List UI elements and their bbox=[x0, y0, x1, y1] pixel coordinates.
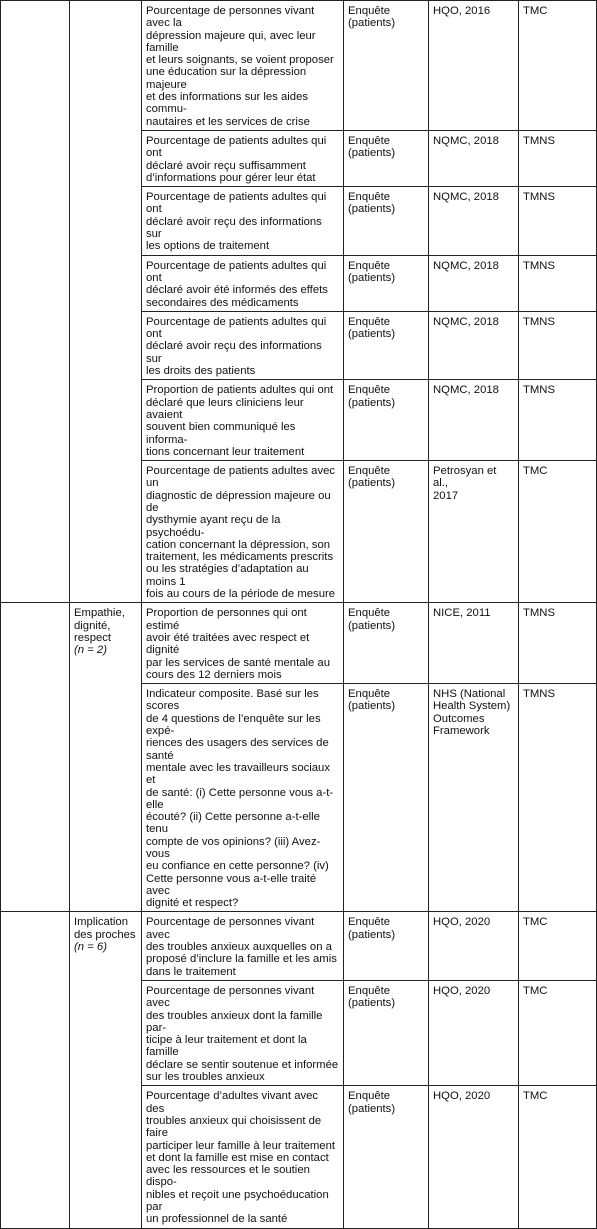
source-cell bbox=[429, 187, 519, 255]
left-empty-cell bbox=[1, 603, 70, 912]
type-text: TMNS bbox=[523, 259, 556, 272]
method-text: Enquête (patients) bbox=[348, 5, 396, 30]
indicator-text: Pourcentage de personnes vivant avec des troubles anxieux auxquelles on a proposé d’inclure la famille et les amis dans le traitement bbox=[146, 916, 337, 978]
type-cell bbox=[519, 1086, 597, 1228]
source-text: NHS (National Health System) Outcomes Framework bbox=[433, 688, 511, 738]
source-cell bbox=[429, 912, 519, 980]
type-text: TMC bbox=[523, 465, 548, 478]
indicator-cell bbox=[142, 255, 344, 311]
type-text: TMNS bbox=[523, 315, 556, 328]
source-cell bbox=[429, 980, 519, 1085]
type-cell bbox=[519, 187, 597, 255]
dimension-count: (n = 2) bbox=[74, 644, 107, 657]
source-text: HQO, 2020 bbox=[433, 984, 491, 997]
indicator-cell bbox=[142, 684, 344, 912]
method-text: Enquête (patients) bbox=[348, 134, 396, 160]
method-text: Enquête (patients) bbox=[348, 315, 396, 341]
type-cell bbox=[519, 603, 597, 684]
type-cell bbox=[519, 912, 597, 980]
indicator-cell bbox=[142, 1, 344, 131]
type-cell bbox=[519, 311, 597, 379]
source-text: NQMC, 2018 bbox=[433, 259, 499, 272]
type-cell bbox=[519, 1, 597, 131]
dimension-cell bbox=[70, 1, 142, 603]
indicator-cell bbox=[142, 187, 344, 255]
table-row bbox=[1, 1, 597, 131]
type-cell bbox=[519, 461, 597, 603]
method-cell bbox=[344, 980, 429, 1085]
method-cell bbox=[344, 311, 429, 379]
method-cell bbox=[344, 1, 429, 131]
source-text: NQMC, 2018 bbox=[433, 134, 499, 147]
method-text: Enquête (patients) bbox=[348, 465, 396, 490]
indicator-text: Pourcentage de patients adultes qui ont déclaré avoir reçu des informations sur les droits des patients bbox=[146, 315, 327, 378]
source-cell bbox=[429, 1086, 519, 1228]
source-cell bbox=[429, 684, 519, 912]
type-cell bbox=[519, 130, 597, 186]
type-text: TMNS bbox=[523, 191, 556, 204]
indicator-cell bbox=[142, 380, 344, 461]
source-text: HQO, 2016 bbox=[433, 5, 491, 17]
source-cell bbox=[429, 255, 519, 311]
left-empty-cell bbox=[1, 912, 70, 1228]
method-text: Enquête (patients) bbox=[348, 984, 396, 1010]
method-text: Enquête (patients) bbox=[348, 259, 396, 284]
indicator-cell bbox=[142, 980, 344, 1085]
dimension-label: Implication des proches bbox=[74, 916, 136, 941]
method-cell bbox=[344, 912, 429, 980]
type-cell bbox=[519, 380, 597, 461]
indicator-text: Pourcentage d’adultes vivant avec des troubles anxieux qui choisissent de faire participer leur famille à leur traitement et dont la famille est mise en contact avec les ressources et le soutien dispo- nibles et reçoit une psychoéducation par un professionnel de la santé bbox=[146, 1090, 335, 1226]
type-text: TMNS bbox=[523, 384, 556, 397]
method-cell bbox=[344, 461, 429, 603]
left-empty-cell bbox=[1, 1, 70, 603]
indicator-cell bbox=[142, 130, 344, 186]
indicator-cell bbox=[142, 311, 344, 379]
method-cell bbox=[344, 380, 429, 461]
method-cell bbox=[344, 603, 429, 684]
source-text: NQMC, 2018 bbox=[433, 191, 499, 204]
method-text: Enquête (patients) bbox=[348, 916, 396, 941]
source-text: NQMC, 2018 bbox=[433, 315, 499, 328]
method-text: Enquête (patients) bbox=[348, 688, 396, 713]
indicator-cell bbox=[142, 603, 344, 684]
method-cell bbox=[344, 187, 429, 255]
indicator-text: Proportion de personnes qui ont estimé avoir été traitées avec respect et dignité par les services de santé mentale au cours des 12 derniers mois bbox=[146, 607, 330, 681]
source-cell bbox=[429, 603, 519, 684]
indicator-text: Pourcentage de patients adultes qui ont déclaré avoir été informés des effets secondaires des médicaments bbox=[146, 259, 328, 309]
indicator-text: Pourcentage de patients adultes avec un diagnostic de dépression majeure ou de dysthymie ayant reçu de la psychoédu- cation concernant la dépression, son traitement, les médicaments prescrits ou les stratégies d’adaptation au moins 1 fois au cours de la période de mesure bbox=[146, 465, 336, 601]
method-text: Enquête (patients) bbox=[348, 1090, 396, 1115]
source-text: Petrosyan et al., 2017 bbox=[433, 465, 497, 502]
indicator-cell bbox=[142, 461, 344, 603]
source-cell bbox=[429, 380, 519, 461]
source-text: HQO, 2020 bbox=[433, 1090, 491, 1103]
dimension-cell bbox=[70, 912, 142, 1228]
indicator-text: Pourcentage de personnes vivant avec la dépression majeure qui, avec leur famille et leurs soignants, se voient proposer une éducation sur la dépression majeure et des informations sur les aides commu- nautaires et les services de crise bbox=[146, 5, 334, 128]
table-row bbox=[1, 603, 597, 684]
method-cell bbox=[344, 130, 429, 186]
type-text: TMC bbox=[523, 916, 548, 929]
dimension-cell bbox=[70, 603, 142, 912]
dimension-label: Empathie, dignité, respect bbox=[74, 607, 125, 644]
indicator-text: Proportion de patients adultes qui ont déclaré que leurs cliniciens leur avaient souvent bien communiqué les informa- tions concernant leur traitement bbox=[146, 384, 334, 458]
indicator-cell bbox=[142, 912, 344, 980]
type-text: TMC bbox=[523, 984, 548, 997]
type-text: TMNS bbox=[523, 688, 556, 701]
indicator-text: Pourcentage de personnes vivant avec des troubles anxieux dont la famille par- ticipe à leur traitement et dont la famille déclare se sentir soutenue et informée sur les troubles anxieux bbox=[146, 984, 339, 1084]
method-text: Enquête (patients) bbox=[348, 607, 396, 632]
source-cell bbox=[429, 311, 519, 379]
type-text: TMNS bbox=[523, 134, 556, 147]
type-text: TMNS bbox=[523, 607, 556, 620]
indicator-text: Pourcentage de patients adultes qui ont déclaré avoir reçu suffisamment d’informations pour gérer leur état bbox=[146, 134, 327, 184]
indicator-text: Indicateur composite. Basé sur les scores de 4 questions de l’enquête sur les expé- riences des usagers des services de santé mentale avec les travailleurs sociaux et de santé: (i) Cette personne vous a-t-elle écouté? (ii) Cette personne a-t-elle tenu compte de vos opinions? (iii) Avez-vous eu confiance en cette personne? (iv) Cette personne vous a-t-elle traité avec dignité et respect? bbox=[146, 688, 334, 910]
method-cell bbox=[344, 255, 429, 311]
type-cell bbox=[519, 255, 597, 311]
source-text: NQMC, 2018 bbox=[433, 384, 499, 397]
source-text: NICE, 2011 bbox=[433, 607, 491, 620]
type-cell bbox=[519, 980, 597, 1085]
table-row bbox=[1, 912, 597, 980]
indicator-cell bbox=[142, 1086, 344, 1228]
method-text: Enquête (patients) bbox=[348, 191, 396, 216]
type-text: TMC bbox=[523, 1090, 548, 1103]
type-text: TMC bbox=[523, 5, 548, 17]
method-cell bbox=[344, 684, 429, 912]
source-cell bbox=[429, 1, 519, 131]
indicator-text: Pourcentage de patients adultes qui ont déclaré avoir reçu des informations sur les options de traitement bbox=[146, 191, 327, 253]
dimension-count: (n = 6) bbox=[74, 941, 107, 954]
method-cell bbox=[344, 1086, 429, 1228]
source-text: HQO, 2020 bbox=[433, 916, 491, 929]
source-cell bbox=[429, 130, 519, 186]
type-cell bbox=[519, 684, 597, 912]
method-text: Enquête (patients) bbox=[348, 384, 396, 409]
source-cell bbox=[429, 461, 519, 603]
